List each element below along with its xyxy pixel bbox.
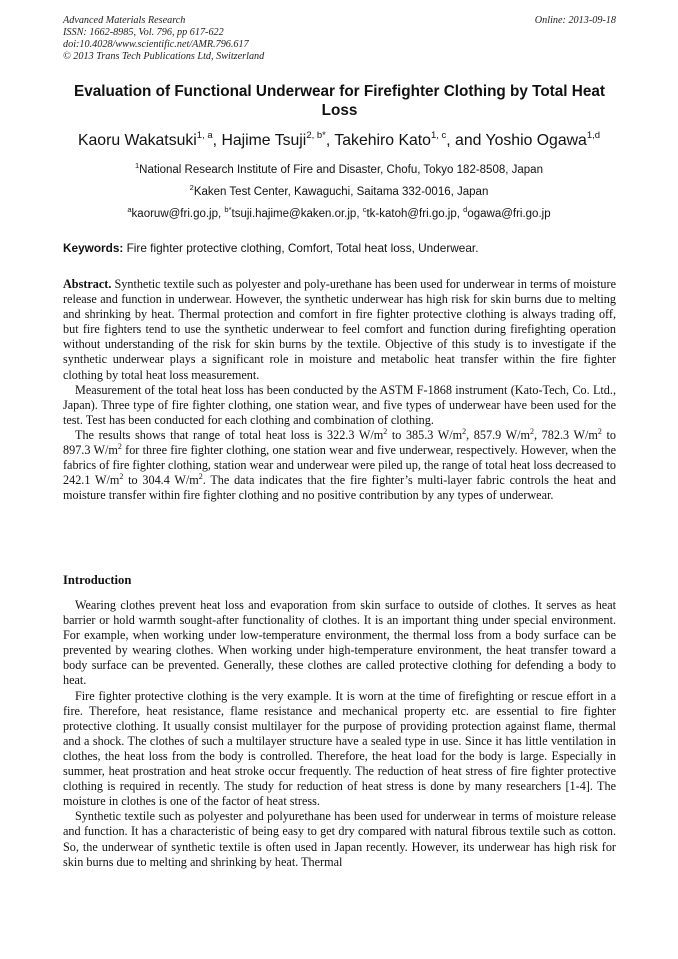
abstract-paragraph-3: The results shows that range of total heat loss is 322.3 $W/m^2$ to 385.3 $W/m^2$, 857.9 $W/m^2$, 782.3 $W/m^2$ to 897.3 $W/m^2$ for three fire fighter clothing, one station wear and five underwear, respectively. However, when the fabrics of fire fighter clothing, station wear and underwear were piled up, the range of total heat loss decreased to 242.1 $W/m^2$ to 304.4 $W/m^2$. The data indicates that the fire fighter’s multi-layer fabric controls the heat and moisture transfer within fire fighter clothing and no positive contribution by any types of underwear. [63,426,616,503]
email-list [40,207,638,221]
abstract-text: Synthetic textile such as polyester and poly-urethane has been used for underwear in terms of moisture release and function in underwear. However, the synthetic underwear has high risk for skin burns due to melting and shrinking by heat. Thermal protection and comfort in fire fighter protective clothing is always trading off, but fire fighters tend to use the synthetic underwear to feel comfort and function during firefighting operation without understanding of the risk for skin burns by the textile. Objective of this study is to investigate if the synthetic underwear plays a significant role in moisture and metabolic heat transfer within the fire fighter clothing by total heat loss measurement. [63,277,616,382]
affiliation-mark: 2 [189,183,194,192]
email-mark: a [127,205,132,214]
affiliation-text: National Research Institute of Fire and Disaster, Chofu, Tokyo 182-8508, Japan [139,164,543,176]
abstract [63,277,616,503]
running-header [63,15,616,63]
email-address[interactable]: tsuji.hajime@kaken.or.jp, [231,208,363,220]
author-name: Kaoru Wakatsuki [77,132,197,149]
email-address[interactable]: ogawa@fri.go.jp [467,208,551,220]
keywords-text: Fire fighter protective clothing, Comfort, Total heat loss, Underwear. [123,241,479,255]
author-affiliation-mark: 1,d [586,130,601,141]
keywords [63,241,616,256]
affiliation-text: Kaken Test Center, Kawaguchi, Saitama 332-0016, Japan [193,186,489,198]
abstract-label: Abstract. [63,277,112,291]
affiliation-1 [40,163,638,177]
author-affiliation-mark: 1, c [430,130,447,141]
email-mark: d [463,205,468,214]
author-name: Takehiro Kato [334,132,431,149]
author-list [40,131,638,151]
email-mark: b* [224,205,232,214]
author-name: Hajime Tsuji [221,132,307,149]
author-affiliation-mark: 2, b* [306,130,326,141]
paper-title: Evaluation of Functional Underwear for Firefighter Clothing by Total Heat Loss [74,83,605,119]
affiliation-mark: 1 [135,161,140,170]
affiliation-2 [40,185,638,199]
intro-paragraph: Wearing clothes prevent heat loss and evaporation from skin surface to outside of clothes. It serves as heat barrier or hold warmth sought-after functionality of clothes. It is an important thing under special environment. For example, when working under low-temperature environment, the thermal loss from a body surface can be prevented by wearing clothes. When working under high-temperature environment, the heat transfer toward a body surface can be prevented. Generally, these clothes are called protective clothing for defending a body to heat. [63,598,616,688]
online-date: Online: 2013-09-18 [534,15,616,26]
author-separator: , [212,132,222,149]
abstract-paragraph-1 [63,277,616,383]
keywords-label: Keywords: [63,241,124,255]
issn-line: ISSN: 1662-8985, Vol. 796, pp 617-622 [63,27,224,38]
email-mark: c [362,205,367,214]
author-affiliation-mark: 1, a [196,130,213,141]
email-address[interactable]: tk-katoh@fri.go.jp, [366,208,464,220]
author-separator: , [325,132,335,149]
intro-paragraph: Fire fighter protective clothing is the very example. It is worn at the time of firefighting or rescue effort in a fire. Therefore, heat resistance, flame resistance and mechanical property etc. are essential to fire fighter protective clothing. It usually consist multilayer for the purpose of providing protection against flame, thermal and a shock. The clothes of such a multilayer structure have a sealed type in use. Since it has little ventilation in clothes, the heat loss from the body is controlled. Therefore, the heat load for the body is large. Especially in summer, heat prostration and heat stroke occur frequently. The reduction of heat stress of fire fighter protective clothing is required in recently. The study for reduction of heat stress is done by many researchers [1-4]. The moisture in clothes is one of the factor of heat stress. [63,688,616,809]
author-name: Yoshio Ogawa [485,132,587,149]
section-heading-introduction: Introduction [63,573,132,587]
doi-line: doi:10.4028/www.scientific.net/AMR.796.617 [63,39,249,50]
introduction-body [63,598,616,870]
intro-paragraph: Synthetic textile such as polyester and polyurethane has been used for underwear in terms of moisture release and function. It has a characteristic of being easy to get dry compared with natural fibrous textile such as cotton. So, the underwear of synthetic textile is often used in Japan recently. However, its underwear has high risk for skin burns due to melting and shrinking by heat. Thermal [63,809,616,869]
copyright-line: © 2013 Trans Tech Publications Ltd, Switzerland [63,51,265,62]
author-separator: , and [446,132,486,149]
email-address[interactable]: kaoruw@fri.go.jp, [131,208,225,220]
abstract-paragraph-2: Measurement of the total heat loss has been conducted by the ASTM F-1868 instrument (Kato-Tech, Co. Ltd., Japan). Three type of fire fighter clothing, one station wear, and five types of underwear have been used for the test. Test has been conducted for each clothing and combination of clothing. [63,382,616,427]
journal-name: Advanced Materials Research [63,15,186,26]
